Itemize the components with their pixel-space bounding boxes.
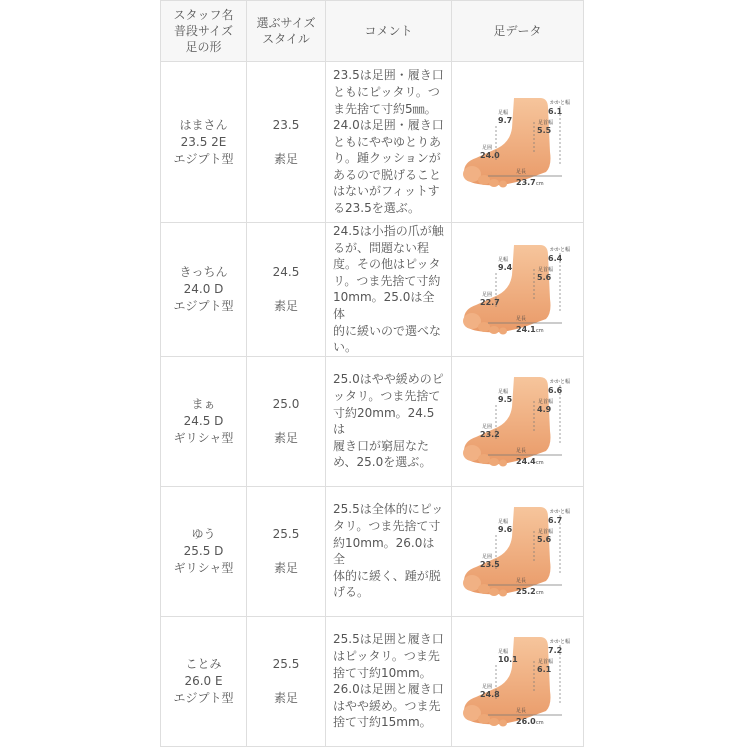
width-value: 9.4 (497, 263, 512, 273)
foot-shape: エジプト型 (173, 151, 234, 166)
comment-cell (326, 616, 452, 746)
comment-line: はないがフィットす (333, 184, 440, 199)
foot-data-cell (452, 223, 584, 357)
chosen-size: 23.5 (272, 117, 300, 132)
width-value: 9.6 (497, 525, 512, 535)
girth-value: 24.8 (479, 690, 500, 700)
length-value: 24.1 (515, 325, 536, 335)
length-value: 26.0 (515, 717, 536, 727)
comment-line: 度。その他はピッタ (333, 257, 441, 272)
heel-value: 7.2 (547, 646, 562, 656)
chosen-size: 24.5 (272, 264, 300, 279)
staff-cell (161, 62, 247, 223)
comment-line: 捨て寸約15mm。 (333, 715, 432, 730)
staff-row (161, 616, 584, 746)
chosen-size: 25.5 (272, 526, 300, 541)
toe-shape (478, 454, 490, 464)
header-size-line: スタイル (262, 32, 310, 46)
comment-line: ま先捨て寸約5㎜。 (333, 101, 437, 116)
toe-shape (478, 175, 490, 185)
staff-cell (161, 223, 247, 357)
foot-shape: エジプト型 (173, 298, 234, 313)
arch-caption: 足首幅 (537, 267, 553, 274)
width-value: 10.1 (497, 655, 518, 665)
comment-line: はやや緩め。つま先 (333, 698, 441, 713)
heel-caption: かかと幅 (549, 100, 570, 106)
toe-shape (489, 458, 499, 466)
style-label: 素足 (273, 560, 298, 575)
staff-row (161, 62, 584, 223)
comment-line: ともにピッタリ。つ (333, 84, 440, 99)
unit-label: cm (535, 460, 544, 467)
toe-shape (478, 714, 490, 724)
girth-value: 24.0 (479, 151, 500, 160)
length-caption: 足長 (515, 448, 526, 455)
staff-name: ゆう (191, 526, 216, 541)
comment-line: タリ。つま先捨て寸 (333, 519, 441, 534)
width-caption: 足幅 (497, 519, 508, 526)
header-row (161, 1, 584, 62)
foot-diagram (458, 239, 578, 339)
chosen-size: 25.0 (272, 396, 300, 411)
header-staff (161, 1, 247, 62)
length-value: 24.4 (515, 457, 536, 467)
comment-line: あるので脱げること (333, 167, 442, 182)
girth-caption: 足囲 (481, 292, 492, 299)
foot-data-cell (452, 356, 584, 486)
comment-line: 体的に緩く、踵が脱 (333, 568, 441, 583)
staff-name: まぁ (191, 396, 216, 411)
arch-caption: 足首幅 (537, 399, 553, 406)
comment-line: 26.0は足囲と履き口 (333, 682, 444, 697)
usual-size: 24.0 D (183, 281, 224, 296)
toe-shape (499, 181, 507, 188)
arch-value: 5.6 (536, 535, 551, 545)
comment-line: 寸約20mm。24.5は (333, 405, 435, 437)
arch-caption: 足首幅 (537, 529, 553, 536)
girth-value: 23.2 (479, 430, 500, 440)
comment-line: 的に緩いので選べな (333, 323, 442, 338)
comment-line: ともにややゆとりあ (333, 134, 442, 149)
usual-size: 23.5 2E (180, 134, 227, 149)
usual-size: 26.0 E (184, 673, 223, 688)
comment-line: るが、問題ない程 (333, 240, 430, 255)
staff-name: きっちん (179, 264, 228, 279)
style-label: 素足 (273, 690, 298, 705)
comment-line: 約10mm。26.0は全 (333, 535, 435, 567)
heel-value: 6.1 (547, 107, 562, 116)
staff-row (161, 223, 584, 357)
foot-shape: ギリシャ型 (173, 560, 234, 575)
chosen-size: 25.5 (272, 656, 300, 671)
girth-value: 23.5 (479, 560, 500, 570)
comment-line: 25.0はやや緩めのピ (333, 372, 444, 387)
spacer (248, 543, 324, 560)
foot-shape: エジプト型 (173, 690, 234, 705)
comment-line: 25.5は全体的にピッ (333, 502, 444, 517)
header-staff-line: 普段サイズ (173, 24, 234, 38)
staff-cell (161, 356, 247, 486)
size-cell (247, 616, 326, 746)
comment-line: 10mm。25.0は全体 (333, 290, 435, 321)
comment-line: 23.5は足囲・履き口 (333, 68, 444, 83)
arch-caption: 足首幅 (537, 120, 553, 126)
comment-cell (326, 62, 452, 223)
arch-value: 5.6 (536, 273, 551, 283)
toe-shape (499, 328, 507, 335)
foot-diagram (458, 631, 578, 731)
heel-value: 6.7 (547, 516, 562, 526)
toe-shape (478, 322, 490, 332)
header-foot-data: 足データ (452, 1, 584, 62)
heel-value: 6.6 (547, 386, 562, 396)
staff-name: ことみ (185, 656, 222, 671)
foot-data-cell (452, 486, 584, 616)
usual-size: 24.5 D (183, 413, 224, 428)
staff-name: はまさん (179, 117, 228, 132)
usual-size: 25.5 D (183, 543, 224, 558)
width-caption: 足幅 (497, 110, 508, 116)
toe-shape (489, 326, 499, 334)
comment-cell (326, 223, 452, 357)
width-caption: 足幅 (497, 257, 508, 264)
width-value: 9.5 (497, 395, 512, 405)
foot-data-cell (452, 62, 584, 223)
foot-diagram (458, 371, 578, 471)
comment-line: ッタリ。つま先捨て (333, 389, 441, 404)
toe-shape (489, 718, 499, 726)
heel-value: 6.4 (547, 254, 562, 264)
comment-line: リ。つま先捨て寸約 (333, 273, 441, 288)
comment-line: げる。 (333, 585, 370, 600)
spacer (248, 281, 324, 298)
size-cell (247, 223, 326, 357)
width-caption: 足幅 (497, 649, 508, 656)
comment-line: はピッタリ。つま先 (333, 649, 440, 664)
comment-line: り。踵クッションが (333, 151, 441, 166)
style-label: 素足 (273, 298, 298, 313)
staff-row (161, 356, 584, 486)
staff-cell (161, 486, 247, 616)
foot-diagram (458, 501, 578, 601)
spacer (248, 673, 324, 690)
staff-row (161, 486, 584, 616)
comment-cell (326, 486, 452, 616)
header-staff-line: 足の形 (185, 40, 222, 54)
style-label: 素足 (273, 430, 298, 445)
size-cell (247, 62, 326, 223)
girth-caption: 足囲 (481, 145, 492, 151)
length-value: 23.7 (515, 178, 536, 187)
unit-label: cm (535, 720, 544, 727)
comment-line: い。 (333, 340, 358, 355)
comment-line: 履き口が窮屈なた (333, 438, 430, 453)
length-caption: 足長 (515, 169, 526, 175)
foot-diagram (458, 92, 578, 192)
length-caption: 足長 (515, 316, 526, 323)
header-staff-line: スタッフ名 (173, 8, 234, 22)
staff-cell (161, 616, 247, 746)
header-comment: コメント (326, 1, 452, 62)
unit-label: cm (535, 181, 544, 187)
spacer (248, 413, 324, 430)
width-value: 9.7 (497, 116, 512, 125)
length-caption: 足長 (515, 578, 526, 585)
heel-caption: かかと幅 (549, 379, 570, 386)
toe-shape (499, 460, 507, 467)
comment-line: る23.5を選ぶ。 (333, 201, 420, 216)
header-size (247, 1, 326, 62)
comment-line: め、25.0を選ぶ。 (333, 455, 432, 470)
size-comparison-table (160, 0, 584, 747)
toe-shape (489, 588, 499, 596)
toe-shape (499, 590, 507, 597)
arch-value: 4.9 (536, 405, 551, 415)
comment-line: 24.0は足囲・履き口 (333, 118, 444, 133)
comment-cell (326, 356, 452, 486)
length-caption: 足長 (515, 708, 526, 715)
toe-shape (478, 584, 490, 594)
comment-line: 捨て寸約10mm。 (333, 665, 432, 680)
arch-caption: 足首幅 (537, 659, 553, 666)
style-label: 素足 (273, 151, 298, 166)
unit-label: cm (535, 590, 544, 597)
header-size-line: 選ぶサイズ (256, 16, 316, 30)
arch-value: 5.5 (536, 126, 551, 135)
heel-caption: かかと幅 (549, 509, 570, 516)
arch-value: 6.1 (536, 665, 551, 675)
foot-shape: ギリシャ型 (173, 430, 234, 445)
size-cell (247, 356, 326, 486)
unit-label: cm (535, 328, 544, 335)
length-value: 25.2 (515, 587, 536, 597)
girth-value: 22.7 (479, 298, 500, 308)
width-caption: 足幅 (497, 389, 508, 396)
girth-caption: 足囲 (481, 684, 492, 691)
comment-line: 25.5は足囲と履き口 (333, 632, 444, 647)
spacer (248, 134, 324, 151)
girth-caption: 足囲 (481, 554, 492, 561)
heel-caption: かかと幅 (549, 639, 570, 646)
comment-line: 24.5は小指の爪が触 (333, 224, 444, 238)
size-cell (247, 486, 326, 616)
toe-shape (489, 179, 499, 187)
girth-caption: 足囲 (481, 424, 492, 431)
toe-shape (499, 720, 507, 727)
foot-data-cell (452, 616, 584, 746)
heel-caption: かかと幅 (549, 247, 570, 254)
